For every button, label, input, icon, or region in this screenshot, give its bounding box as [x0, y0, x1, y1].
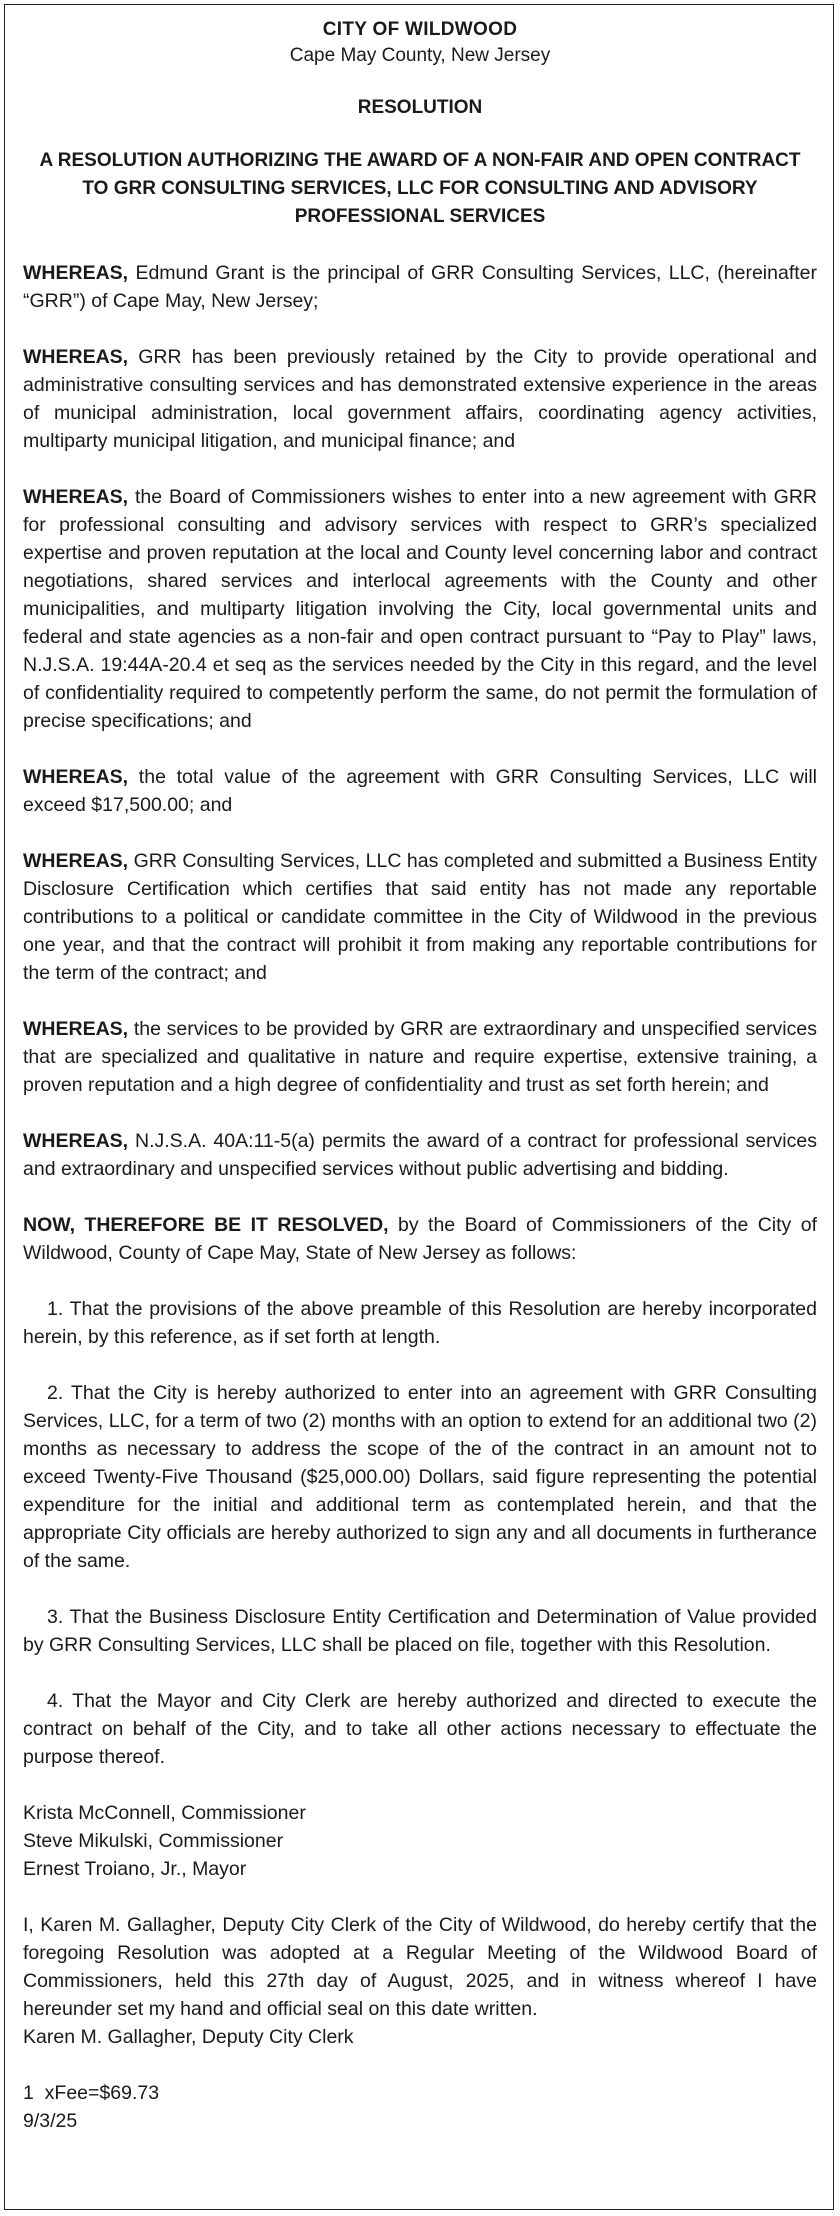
- whereas-lead: WHEREAS,: [23, 262, 129, 284]
- signatory: Ernest Troiano, Jr., Mayor: [23, 1858, 247, 1880]
- resolution-item-2: 2. That the City is hereby authorized to enter into an agreement with GRR Consulting Services, LLC, for a term of two (2) months with an option to extend for an additional two (2) months as necessary to address the scope of the of the contract in an amount not to exceed Twenty-Five Thousand ($25,000.00) Dollars, said figure representing the potential expenditure for the initial and additional term as contemplated herein, and that the appropriate City officials are hereby authorized to sign any and all documents in furtherance of the same.: [23, 1382, 817, 1572]
- whereas-text: GRR has been previously retained by the City to provide operational and administrative consulting services and has demonstrated extensive experience in the areas of municipal administration, local government affairs, coordinating agency activities, multiparty municipal litigation, and municipal finance; and: [23, 346, 817, 452]
- document-type: RESOLUTION: [357, 97, 483, 118]
- signatory: Krista McConnell, Commissioner: [23, 1802, 306, 1824]
- legal-notice: [4, 4, 834, 2210]
- city-name: CITY OF WILDWOOD: [322, 19, 518, 40]
- signatory-list: [23, 1799, 817, 1883]
- whereas-lead: WHEREAS,: [23, 346, 129, 368]
- whereas-lead: WHEREAS,: [23, 486, 129, 508]
- fee-line: 1 xFee=$69.73: [23, 2082, 160, 2104]
- clerk-certification: I, Karen M. Gallagher, Deputy City Clerk of the City of Wildwood, do hereby certify that the foregoing Resolution was adopted at a Regular Meeting of the Wildwood Board of Commissioners, held this 27th day of August, 2025, and in witness whereof I have hereunder set my hand and official seal on this date written.: [23, 1914, 817, 2020]
- publication-date: 9/3/25: [23, 2110, 78, 2132]
- whereas-lead: WHEREAS,: [23, 1018, 129, 1040]
- signatory: Steve Mikulski, Commissioner: [23, 1830, 284, 1852]
- resolution-item-1: 1. That the provisions of the above preamble of this Resolution are hereby incorporated herein, by this reference, as if set forth at length.: [23, 1298, 817, 1348]
- whereas-clause: [23, 343, 817, 455]
- notice-footer: [23, 2079, 817, 2135]
- whereas-clause: [23, 259, 817, 315]
- whereas-text: GRR Consulting Services, LLC has completed and submitted a Business Entity Disclosure Certification which certifies that said entity has not made any reportable contributions to a political or candidate committee in the City of Wildwood in the previous one year, and that the contract will prohibit it from making any reportable contributions for the term of the contract; and: [23, 850, 817, 984]
- whereas-clause: [23, 1015, 817, 1099]
- whereas-clause: [23, 1127, 817, 1183]
- whereas-clause: [23, 847, 817, 987]
- resolution-item-4: 4. That the Mayor and City Clerk are hereby authorized and directed to execute the contract on behalf of the City, and to take all other actions necessary to effectuate the purpose thereof.: [23, 1690, 817, 1768]
- resolved-clause: [23, 1211, 817, 1267]
- clerk-signature: Karen M. Gallagher, Deputy City Clerk: [23, 2026, 354, 2048]
- resolution-title: A RESOLUTION AUTHORIZING THE AWARD OF A NON-FAIR AND OPEN CONTRACT TO GRR CONSULTING SERVICES, LLC FOR CONSULTING AND ADVISORY PROFESSIONAL SERVICES: [39, 150, 801, 227]
- whereas-text: Edmund Grant is the principal of GRR Consulting Services, LLC, (hereinafter “GRR”) of Cape May, New Jersey;: [23, 262, 817, 312]
- whereas-text: N.J.S.A. 40A:11-5(a) permits the award of a contract for professional services and extraordinary and unspecified services without public advertising and bidding.: [23, 1130, 817, 1180]
- whereas-text: the services to be provided by GRR are extraordinary and unspecified services that are specialized and qualitative in nature and require expertise, extensive training, a proven reputation and a high degree of confidentiality and trust as set forth herein; and: [23, 1018, 817, 1096]
- whereas-clause: [23, 763, 817, 819]
- whereas-clause: [23, 483, 817, 735]
- county-name: Cape May County, New Jersey: [289, 45, 551, 66]
- whereas-lead: WHEREAS,: [23, 766, 129, 788]
- resolved-text: by the Board of Commissioners of the City of Wildwood, County of Cape May, State of New Jersey as follows:: [23, 1214, 817, 1264]
- resolution-header: [23, 17, 817, 231]
- resolved-lead: NOW, THEREFORE BE IT RESOLVED,: [23, 1214, 389, 1236]
- whereas-lead: WHEREAS,: [23, 1130, 129, 1152]
- whereas-lead: WHEREAS,: [23, 850, 129, 872]
- whereas-text: the total value of the agreement with GRR Consulting Services, LLC will exceed $17,500.00; and: [23, 766, 817, 816]
- resolution-item-3: 3. That the Business Disclosure Entity Certification and Determination of Value provided by GRR Consulting Services, LLC shall be placed on file, together with this Resolution.: [23, 1606, 817, 1656]
- whereas-text: the Board of Commissioners wishes to enter into a new agreement with GRR for professional consulting and advisory services with respect to GRR’s specialized expertise and proven reputation at the local and County level concerning labor and contract negotiations, shared services and interlocal agreements with the County and other municipalities, and multiparty litigation involving the City, local governmental units and federal and state agencies as a non-fair and open contract pursuant to “Pay to Play” laws, N.J.S.A. 19:44A-20.4 et seq as the services needed by the City in this regard, and the level of confidentiality required to competently perform the same, do not permit the formulation of precise specifications; and: [23, 486, 817, 732]
